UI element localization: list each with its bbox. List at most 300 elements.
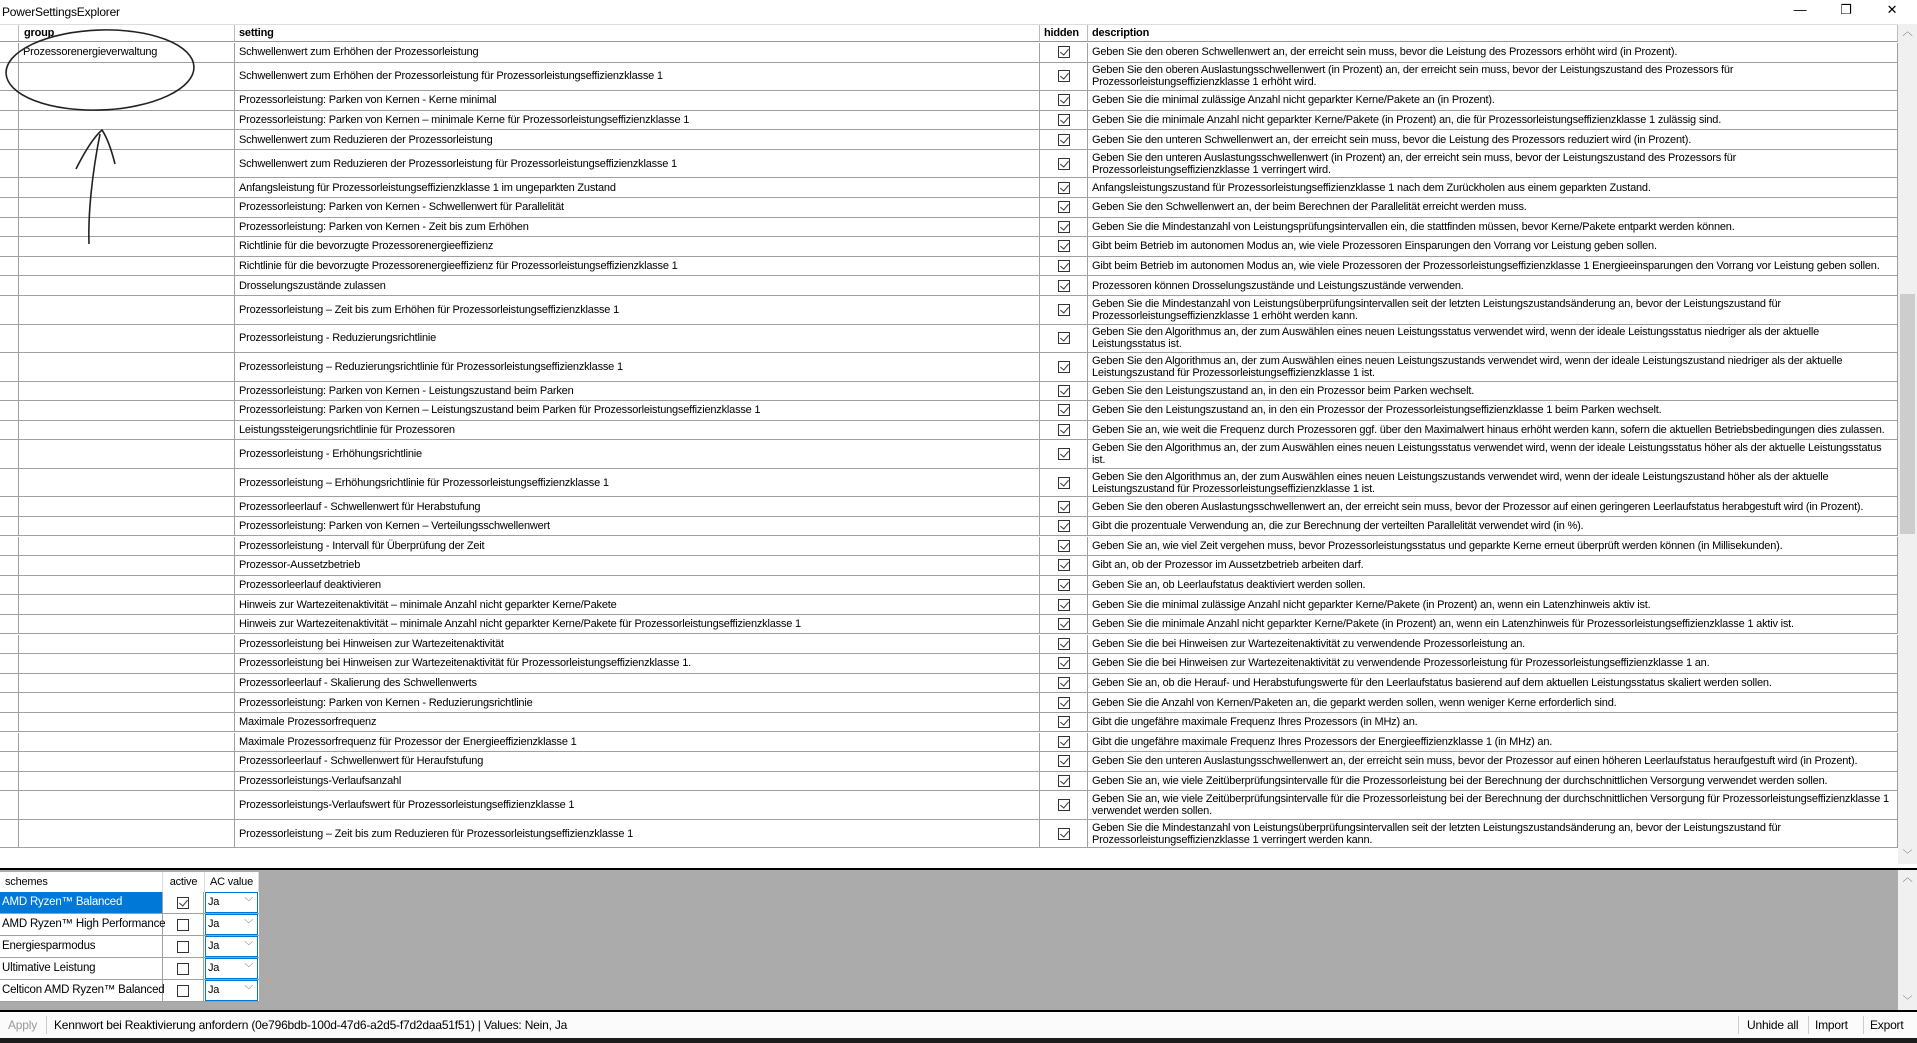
hidden-checkbox[interactable]: [1058, 201, 1070, 213]
group-cell[interactable]: [19, 276, 235, 295]
description-cell[interactable]: Geben Sie an, ob die Herauf- und Herabstufungswerte für den Leerlaufstatus basierend auf dem aktuellen Leistungsstatus skaliert werden sollen.: [1088, 674, 1898, 693]
setting-cell[interactable]: Prozessorleistung - Intervall für Überprüfung der Zeit: [235, 537, 1040, 556]
row-header[interactable]: [0, 276, 19, 295]
group-cell[interactable]: [19, 130, 235, 149]
row-header[interactable]: [0, 693, 19, 712]
description-cell[interactable]: Geben Sie den unteren Auslastungsschwellenwert (in Prozent) an, der erreicht sein muss, bevor der Leistungszustand des Prozessors für Prozessorleistungseffizienzklasse 1 verringert wird.: [1088, 150, 1898, 178]
chevron-down-icon[interactable]: ﹀: [244, 897, 253, 907]
scheme-name[interactable]: Energiesparmodus: [0, 936, 163, 957]
row-header[interactable]: [0, 772, 19, 791]
description-cell[interactable]: Gibt die ungefähre maximale Frequenz Ihres Prozessors (in MHz) an.: [1088, 713, 1898, 732]
row-header[interactable]: [0, 353, 19, 381]
hidden-checkbox[interactable]: [1058, 448, 1070, 460]
description-cell[interactable]: Geben Sie den oberen Auslastungsschwellenwert (in Prozent) an, der erreicht sein muss, bevor der Leistungszustand des Prozessors für Prozessorleistungseffizienzklasse 1 erhöht wird.: [1088, 63, 1898, 91]
group-cell[interactable]: [19, 296, 235, 324]
table-row[interactable]: [0, 772, 1898, 792]
row-header[interactable]: [0, 325, 19, 353]
table-row[interactable]: [0, 440, 1898, 469]
setting-cell[interactable]: Leistungssteigerungsrichtlinie für Prozessoren: [235, 421, 1040, 440]
group-cell[interactable]: [19, 576, 235, 595]
description-cell[interactable]: Geben Sie an, wie viele Zeitüberprüfungsintervalle für die Prozessorleistung bei der Berechnung der durchschnittlichen Versorgung verwendet werden sollen.: [1088, 772, 1898, 791]
table-row[interactable]: [0, 537, 1898, 557]
description-cell[interactable]: Geben Sie den oberen Schwellenwert an, der erreicht sein muss, bevor die Leistung des Prozessors erhöht wird (in Prozent).: [1088, 43, 1898, 62]
hidden-cell: [1040, 820, 1088, 848]
description-cell[interactable]: Geben Sie die Mindestanzahl von Leistungsprüfungsintervallen ein, die stattfinden müssen, bevor Kerne/Pakete entparkt werden können.: [1088, 218, 1898, 237]
table-row[interactable]: [0, 820, 1898, 849]
row-header[interactable]: [0, 296, 19, 324]
description-cell[interactable]: Geben Sie die bei Hinweisen zur Wartezeitenaktivität zu verwendende Prozessorleistung für Prozessorleistungseffizienzklasse 1 an.: [1088, 654, 1898, 673]
description-cell[interactable]: Geben Sie die minimale Anzahl nicht geparkter Kerne/Pakete (in Prozent) an, wenn ein Latenzhinweis für Prozessorleistungseffizienzklasse 1 aktiv ist.: [1088, 615, 1898, 634]
setting-cell[interactable]: Richtlinie für die bevorzugte Prozessorenergieeffizienz für Prozessorleistungseffizienzklasse 1: [235, 257, 1040, 276]
table-row[interactable]: [0, 353, 1898, 382]
scrollbar-thumb[interactable]: [1900, 294, 1915, 534]
description-cell[interactable]: Geben Sie den Algorithmus an, der zum Auswählen eines neuen Leistungszustands verwendet wird, wenn der ideale Leistungszustand niedriger als der aktuelle Leistungszustand für Prozessorleistungseffizienzklasse 1 ist.: [1088, 353, 1898, 381]
setting-cell[interactable]: Drosselungszustände zulassen: [235, 276, 1040, 295]
table-row[interactable]: [0, 693, 1898, 713]
column-header-group[interactable]: group: [19, 25, 235, 42]
row-header[interactable]: [0, 91, 19, 110]
description-cell[interactable]: Geben Sie den Leistungszustand an, in den ein Prozessor beim Parken wechselt.: [1088, 382, 1898, 401]
hidden-cell: [1040, 257, 1088, 276]
group-cell[interactable]: [19, 497, 235, 516]
table-row[interactable]: [0, 469, 1898, 498]
hidden-checkbox[interactable]: [1058, 182, 1070, 194]
unhide-all-button[interactable]: Unhide all: [1747, 1018, 1799, 1032]
setting-cell[interactable]: Richtlinie für die bevorzugte Prozessorenergieeffizienz: [235, 237, 1040, 256]
description-cell[interactable]: Geben Sie an, wie viele Zeitüberprüfungsintervalle für die Prozessorleistung bei der Berechnung der durchschnittlichen Versorgung für Prozessorleistungseffizienzklasse 1 verwendet werden sollen.: [1088, 791, 1898, 819]
active-cell: [163, 980, 204, 1001]
group-cell[interactable]: [19, 674, 235, 693]
setting-cell[interactable]: Prozessorleistung: Parken von Kernen - Leistungszustand beim Parken: [235, 382, 1040, 401]
hidden-cell: [1040, 654, 1088, 673]
hidden-cell: [1040, 150, 1088, 178]
hidden-checkbox[interactable]: [1058, 94, 1070, 106]
hidden-cell: [1040, 296, 1088, 324]
description-cell[interactable]: Geben Sie die Mindestanzahl von Leistungsüberprüfungsintervallen seit der letzten Leistungszustandsänderung an, bevor der Leistungszustand für Prozessorleistungseffizienzklasse 1 erhöht werden kann.: [1088, 296, 1898, 324]
description-cell[interactable]: Geben Sie an, ob Leerlaufstatus deaktiviert werden sollen.: [1088, 576, 1898, 595]
column-header-schemes[interactable]: schemes: [0, 872, 163, 892]
group-cell[interactable]: [19, 469, 235, 497]
scheme-row[interactable]: [0, 980, 259, 1002]
scheme-name[interactable]: Celticon AMD Ryzen™ Balanced: [0, 980, 163, 1001]
row-header[interactable]: [0, 615, 19, 634]
table-row[interactable]: [0, 556, 1898, 576]
scheme-row[interactable]: [0, 958, 259, 980]
hidden-cell: [1040, 237, 1088, 256]
group-cell[interactable]: [19, 772, 235, 791]
hidden-checkbox[interactable]: [1058, 158, 1070, 170]
table-row[interactable]: [0, 421, 1898, 441]
table-row[interactable]: [0, 635, 1898, 655]
setting-cell[interactable]: Schwellenwert zum Reduzieren der Prozessorleistung für Prozessorleistungseffizienzklasse 1: [235, 150, 1040, 178]
description-cell[interactable]: Gibt die prozentuale Verwendung an, die zur Berechnung der verteilten Parallelität verwendet wird (in %).: [1088, 517, 1898, 536]
row-header[interactable]: [0, 150, 19, 178]
group-cell[interactable]: [19, 63, 235, 91]
hidden-cell: [1040, 421, 1088, 440]
setting-cell[interactable]: Prozessorleistung - Erhöhungsrichtlinie: [235, 440, 1040, 468]
schemes-vertical-scrollbar[interactable]: [1898, 870, 1917, 1010]
hidden-checkbox[interactable]: [1058, 775, 1070, 787]
active-cell: [163, 914, 204, 935]
group-cell[interactable]: [19, 595, 235, 614]
hidden-checkbox[interactable]: [1058, 540, 1070, 552]
setting-cell[interactable]: Prozessorleerlauf deaktivieren: [235, 576, 1040, 595]
table-row[interactable]: [0, 325, 1898, 354]
description-cell[interactable]: Geben Sie den unteren Auslastungsschwellenwert an, der erreicht sein muss, bevor der Prozessor auf einen höheren Leerlaufstatus heraufgestuft wird (in Prozent).: [1088, 752, 1898, 771]
column-header-active[interactable]: active: [163, 872, 205, 892]
setting-cell[interactable]: Prozessorleistung – Zeit bis zum Reduzieren für Prozessorleistungseffizienzklasse 1: [235, 820, 1040, 848]
row-header[interactable]: [0, 576, 19, 595]
close-button[interactable]: ✕: [1886, 2, 1898, 17]
scroll-down-icon[interactable]: ﹀: [1902, 850, 1913, 861]
group-cell[interactable]: [19, 325, 235, 353]
chevron-down-icon[interactable]: ﹀: [244, 963, 253, 973]
group-cell[interactable]: [19, 517, 235, 536]
hidden-checkbox[interactable]: [1058, 716, 1070, 728]
hidden-checkbox[interactable]: [1058, 114, 1070, 126]
hidden-checkbox[interactable]: [1058, 599, 1070, 611]
ac-value-dropdown[interactable]: [205, 958, 258, 979]
row-header[interactable]: [0, 654, 19, 673]
description-cell[interactable]: Geben Sie die Mindestanzahl von Leistungsüberprüfungsintervallen seit der letzten Leistungszustandsänderung an, bevor der Leistungszustand für Prozessorleistungseffizienzklasse 1 verringert werden kann.: [1088, 820, 1898, 848]
group-cell[interactable]: [19, 150, 235, 178]
setting-cell[interactable]: Prozessorleistung bei Hinweisen zur Wartezeitenaktivität: [235, 635, 1040, 654]
description-cell[interactable]: Geben Sie den Leistungszustand an, in den ein Prozessor der Prozessorleistungseffizienzklasse 1 beim Parken wechselt.: [1088, 401, 1898, 420]
hidden-cell: [1040, 674, 1088, 693]
setting-cell[interactable]: Schwellenwert zum Erhöhen der Prozessorleistung: [235, 43, 1040, 62]
row-header[interactable]: [0, 820, 19, 848]
hidden-checkbox[interactable]: [1058, 404, 1070, 416]
group-cell[interactable]: Prozessorenergieverwaltung: [19, 43, 235, 62]
setting-cell[interactable]: Prozessorleistung: Parken von Kernen – Verteilungsschwellenwert: [235, 517, 1040, 536]
hidden-checkbox[interactable]: [1058, 579, 1070, 591]
hidden-cell: [1040, 537, 1088, 556]
table-row[interactable]: [0, 130, 1898, 150]
hidden-checkbox[interactable]: [1058, 520, 1070, 532]
hidden-cell: [1040, 276, 1088, 295]
hidden-checkbox[interactable]: [1058, 477, 1070, 489]
description-cell[interactable]: Geben Sie den unteren Schwellenwert an, der erreicht sein muss, bevor die Leistung des Prozessors reduziert wird (in Prozent).: [1088, 130, 1898, 149]
group-cell[interactable]: [19, 537, 235, 556]
hidden-cell: [1040, 517, 1088, 536]
hidden-cell: [1040, 353, 1088, 381]
hidden-checkbox[interactable]: [1058, 46, 1070, 58]
hidden-cell: [1040, 635, 1088, 654]
row-header[interactable]: [0, 218, 19, 237]
table-row[interactable]: [0, 733, 1898, 753]
group-cell[interactable]: [19, 752, 235, 771]
table-row[interactable]: [0, 752, 1898, 772]
hidden-cell: [1040, 401, 1088, 420]
hidden-cell: [1040, 440, 1088, 468]
description-cell[interactable]: Geben Sie den Algorithmus an, der zum Auswählen eines neuen Leistungsstatus verwendet wird, wenn der ideale Leistungsstatus höher als der aktuelle Leistungsstatus ist.: [1088, 440, 1898, 468]
ac-value-dropdown[interactable]: [205, 980, 258, 1001]
active-cell: [163, 892, 204, 913]
chevron-down-icon[interactable]: ﹀: [244, 985, 253, 995]
table-row[interactable]: [0, 111, 1898, 131]
row-header[interactable]: [0, 130, 19, 149]
hidden-checkbox[interactable]: [1058, 677, 1070, 689]
setting-cell[interactable]: Schwellenwert zum Erhöhen der Prozessorleistung für Prozessorleistungseffizienzklasse 1: [235, 63, 1040, 91]
row-header[interactable]: [0, 198, 19, 217]
active-checkbox[interactable]: [177, 985, 189, 997]
table-row[interactable]: [0, 497, 1898, 517]
description-cell[interactable]: Gibt beim Betrieb im autonomen Modus an, wie viele Prozessoren Einsparungen den Vorrang vor Leistung geben sollen.: [1088, 237, 1898, 256]
restore-button[interactable]: ❐: [1840, 2, 1852, 17]
hidden-cell: [1040, 772, 1088, 791]
group-cell[interactable]: [19, 421, 235, 440]
table-row[interactable]: [0, 517, 1898, 537]
description-cell[interactable]: Gibt an, ob der Prozessor im Aussetzbetrieb arbeiten darf.: [1088, 556, 1898, 575]
row-header[interactable]: [0, 752, 19, 771]
export-button[interactable]: Export: [1870, 1018, 1904, 1032]
active-checkbox[interactable]: [177, 919, 189, 931]
hidden-checkbox[interactable]: [1058, 755, 1070, 767]
hidden-checkbox[interactable]: [1058, 240, 1070, 252]
description-cell[interactable]: Geben Sie die minimal zulässige Anzahl nicht geparkter Kerne/Pakete (in Prozent) an, wenn ein Latenzhinweis aktiv ist.: [1088, 595, 1898, 614]
hidden-checkbox[interactable]: [1058, 70, 1070, 82]
group-cell[interactable]: [19, 693, 235, 712]
row-header[interactable]: [0, 537, 19, 556]
description-cell[interactable]: Geben Sie die Anzahl von Kernen/Paketen an, die geparkt werden sollen, wenn weniger Kerne erforderlich sind.: [1088, 693, 1898, 712]
active-checkbox[interactable]: [177, 941, 189, 953]
setting-cell[interactable]: Prozessorleistung – Zeit bis zum Erhöhen für Prozessorleistungseffizienzklasse 1: [235, 296, 1040, 324]
table-row[interactable]: [0, 178, 1898, 198]
setting-cell[interactable]: Prozessorleistung: Parken von Kernen – Leistungszustand beim Parken für Prozessorleistungseffizienzklasse 1: [235, 401, 1040, 420]
setting-cell[interactable]: Prozessorleerlauf - Skalierung des Schwellenwerts: [235, 674, 1040, 693]
setting-cell[interactable]: Prozessorleistung bei Hinweisen zur Wartezeitenaktivität für Prozessorleistungseffizienzklasse 1.: [235, 654, 1040, 673]
row-header[interactable]: [0, 178, 19, 197]
row-header[interactable]: [0, 674, 19, 693]
description-cell[interactable]: Geben Sie an, wie viel Zeit vergehen muss, bevor Prozessorleistungsstatus und geparkte Kerne erneut überprüft werden können (in Millisekunden).: [1088, 537, 1898, 556]
description-cell[interactable]: Geben Sie den Algorithmus an, der zum Auswählen eines neuen Leistungsstatus verwendet wird, wenn der ideale Leistungsstatus niedriger als der aktuelle Leistungsstatus ist.: [1088, 325, 1898, 353]
active-checkbox[interactable]: [177, 963, 189, 975]
table-row[interactable]: [0, 237, 1898, 257]
scheme-name[interactable]: AMD Ryzen™ High Performance: [0, 914, 163, 935]
row-header[interactable]: [0, 733, 19, 752]
hidden-checkbox[interactable]: [1058, 304, 1070, 316]
row-header[interactable]: [0, 469, 19, 497]
column-header-description[interactable]: description: [1088, 25, 1898, 42]
row-header[interactable]: [0, 382, 19, 401]
table-row[interactable]: [0, 401, 1898, 421]
hidden-checkbox[interactable]: [1058, 260, 1070, 272]
table-row[interactable]: [0, 791, 1898, 820]
hidden-checkbox[interactable]: [1058, 332, 1070, 344]
row-header[interactable]: [0, 713, 19, 732]
hidden-cell: [1040, 595, 1088, 614]
chevron-down-icon[interactable]: ﹀: [244, 919, 253, 929]
setting-cell[interactable]: Prozessorleistung: Parken von Kernen - Kerne minimal: [235, 91, 1040, 110]
setting-cell[interactable]: Prozessorleistung: Parken von Kernen - Reduzierungsrichtlinie: [235, 693, 1040, 712]
ac-value-dropdown[interactable]: [205, 936, 258, 957]
setting-cell[interactable]: Prozessorleistung – Reduzierungsrichtlinie für Prozessorleistungseffizienzklasse 1: [235, 353, 1040, 381]
table-row[interactable]: [0, 91, 1898, 111]
hidden-checkbox[interactable]: [1058, 280, 1070, 292]
row-header[interactable]: [0, 257, 19, 276]
apply-button[interactable]: Apply: [8, 1018, 38, 1032]
hidden-checkbox[interactable]: [1058, 501, 1070, 513]
grid-vertical-scrollbar[interactable]: [1898, 24, 1917, 864]
table-row[interactable]: [0, 615, 1898, 635]
setting-cell[interactable]: Prozessor-Aussetzbetrieb: [235, 556, 1040, 575]
hidden-checkbox[interactable]: [1058, 618, 1070, 630]
setting-cell[interactable]: Prozessorleerlauf - Schwellenwert für Heraufstufung: [235, 752, 1040, 771]
ac-value-text: Ja: [208, 940, 220, 952]
row-header[interactable]: [0, 440, 19, 468]
description-cell[interactable]: Geben Sie die minimal zulässige Anzahl nicht geparkter Kerne/Pakete an (in Prozent).: [1088, 91, 1898, 110]
setting-cell[interactable]: Prozessorleistungs-Verlaufsanzahl: [235, 772, 1040, 791]
schemes-pane: [0, 868, 1917, 1012]
scroll-down-icon[interactable]: ﹀: [1902, 996, 1913, 1007]
table-row[interactable]: [0, 654, 1898, 674]
setting-cell[interactable]: Prozessorleerlauf - Schwellenwert für Herabstufung: [235, 497, 1040, 516]
status-bar: [0, 1012, 1917, 1038]
ac-value-text: Ja: [208, 896, 220, 908]
scheme-name[interactable]: Ultimative Leistung: [0, 958, 163, 979]
group-cell[interactable]: [19, 713, 235, 732]
setting-cell[interactable]: Prozessorleistung: Parken von Kernen - Schwellenwert für Parallelität: [235, 198, 1040, 217]
description-cell[interactable]: Geben Sie den oberen Auslastungsschwellenwert an, der erreicht sein muss, bevor der Prozessor auf einen geringeren Leerlaufstatus herabgestuft wird (in Prozent).: [1088, 497, 1898, 516]
description-cell[interactable]: Prozessoren können Drosselungszustände und Leistungszustände verwenden.: [1088, 276, 1898, 295]
group-cell[interactable]: [19, 382, 235, 401]
description-cell[interactable]: Anfangsleistungszustand für Prozessorleistungseffizienzklasse 1 nach dem Zurückholen aus einem geparkten Zustand.: [1088, 178, 1898, 197]
setting-cell[interactable]: Schwellenwert zum Reduzieren der Prozessorleistung: [235, 130, 1040, 149]
table-row[interactable]: [0, 674, 1898, 694]
row-header[interactable]: [0, 43, 19, 62]
group-cell[interactable]: [19, 218, 235, 237]
scroll-up-icon[interactable]: ︿: [1902, 873, 1913, 884]
description-cell[interactable]: Geben Sie an, wie weit die Frequenz durch Prozessoren ggf. über den Maximalwert hinaus erhöht werden kann, sofern die aktuellen Betriebsbedingungen dies zulassen.: [1088, 421, 1898, 440]
table-row[interactable]: [0, 150, 1898, 179]
hidden-checkbox[interactable]: [1058, 361, 1070, 373]
group-cell[interactable]: [19, 615, 235, 634]
hidden-checkbox[interactable]: [1058, 799, 1070, 811]
active-checkbox[interactable]: [177, 897, 189, 909]
group-cell[interactable]: [19, 791, 235, 819]
row-header-corner: [0, 25, 19, 42]
group-cell[interactable]: [19, 635, 235, 654]
setting-cell[interactable]: Maximale Prozessorfrequenz: [235, 713, 1040, 732]
row-header[interactable]: [0, 497, 19, 516]
group-cell[interactable]: [19, 401, 235, 420]
row-header[interactable]: [0, 401, 19, 420]
group-cell[interactable]: [19, 733, 235, 752]
table-row[interactable]: [0, 276, 1898, 296]
setting-cell[interactable]: Hinweis zur Wartezeitenaktivität – minimale Anzahl nicht geparkter Kerne/Pakete für Prozessorleistungseffizienzklasse 1: [235, 615, 1040, 634]
description-cell[interactable]: Geben Sie den Schwellenwert an, der beim Berechnen der Parallelität erreicht werden muss.: [1088, 198, 1898, 217]
hidden-checkbox[interactable]: [1058, 221, 1070, 233]
column-header-hidden[interactable]: hidden: [1040, 25, 1088, 42]
column-header-setting[interactable]: setting: [235, 25, 1040, 42]
hidden-checkbox[interactable]: [1058, 638, 1070, 650]
table-row[interactable]: [0, 218, 1898, 238]
group-cell[interactable]: [19, 257, 235, 276]
setting-cell[interactable]: Maximale Prozessorfrequenz für Prozessor der Energieeffizienzklasse 1: [235, 733, 1040, 752]
table-row[interactable]: [0, 257, 1898, 277]
description-cell[interactable]: Geben Sie den Algorithmus an, der zum Auswählen eines neuen Leistungszustands verwendet wird, wenn der ideale Leistungszustand höher als der aktuelle Leistungszustand für Prozessorleistungseffizienzklasse 1 ist.: [1088, 469, 1898, 497]
hidden-checkbox[interactable]: [1058, 657, 1070, 669]
setting-cell[interactable]: Prozessorleistung: Parken von Kernen – minimale Kerne für Prozessorleistungseffizienzklasse 1: [235, 111, 1040, 130]
hidden-cell: [1040, 469, 1088, 497]
group-cell[interactable]: [19, 654, 235, 673]
description-cell[interactable]: Gibt die ungefähre maximale Frequenz Ihres Prozessors der Energieeffizienzklasse 1 (in MHz) an.: [1088, 733, 1898, 752]
scheme-name[interactable]: AMD Ryzen™ Balanced: [0, 892, 163, 913]
minimize-button[interactable]: —: [1793, 2, 1807, 17]
hidden-checkbox[interactable]: [1058, 736, 1070, 748]
setting-cell[interactable]: Prozessorleistung: Parken von Kernen - Zeit bis zum Erhöhen: [235, 218, 1040, 237]
scheme-row[interactable]: [0, 914, 259, 936]
group-cell[interactable]: [19, 353, 235, 381]
ac-value-dropdown[interactable]: [205, 914, 258, 935]
hidden-cell: [1040, 382, 1088, 401]
table-row[interactable]: [0, 198, 1898, 218]
hidden-checkbox[interactable]: [1058, 697, 1070, 709]
row-header[interactable]: [0, 635, 19, 654]
table-row[interactable]: [0, 713, 1898, 733]
hidden-checkbox[interactable]: [1058, 828, 1070, 840]
group-cell[interactable]: [19, 556, 235, 575]
setting-cell[interactable]: Prozessorleistung - Reduzierungsrichtlinie: [235, 325, 1040, 353]
description-cell[interactable]: Geben Sie die bei Hinweisen zur Wartezeitenaktivität zu verwendende Prozessorleistung an.: [1088, 635, 1898, 654]
row-header[interactable]: [0, 556, 19, 575]
group-cell[interactable]: [19, 111, 235, 130]
hidden-checkbox[interactable]: [1058, 559, 1070, 571]
hidden-checkbox[interactable]: [1058, 424, 1070, 436]
ac-value-text: Ja: [208, 984, 220, 996]
table-row[interactable]: [0, 576, 1898, 596]
group-cell[interactable]: [19, 440, 235, 468]
row-header[interactable]: [0, 63, 19, 91]
scheme-row[interactable]: [0, 936, 259, 958]
description-cell[interactable]: Geben Sie die minimale Anzahl nicht geparkter Kerne/Pakete (in Prozent) an, die für Prozessorleistungseffizienzklasse 1 zulässig sind.: [1088, 111, 1898, 130]
scroll-up-icon[interactable]: ︿: [1902, 27, 1913, 38]
chevron-down-icon[interactable]: ﹀: [244, 941, 253, 951]
group-cell[interactable]: [19, 237, 235, 256]
description-cell[interactable]: Gibt beim Betrieb im autonomen Modus an, wie viele Prozessoren der Prozessorleistungseffizienzklasse 1 Energieeinsparungen den Vorrang vor Leistung geben sollen.: [1088, 257, 1898, 276]
row-header[interactable]: [0, 111, 19, 130]
hidden-cell: [1040, 218, 1088, 237]
hidden-cell: [1040, 497, 1088, 516]
hidden-checkbox[interactable]: [1058, 385, 1070, 397]
title-bar: [0, 0, 1917, 24]
table-row[interactable]: [0, 382, 1898, 402]
table-row[interactable]: [0, 595, 1898, 615]
group-cell[interactable]: [19, 178, 235, 197]
setting-cell[interactable]: Anfangsleistung für Prozessorleistungseffizienzklasse 1 im ungeparkten Zustand: [235, 178, 1040, 197]
scheme-row[interactable]: [0, 892, 259, 914]
row-header[interactable]: [0, 421, 19, 440]
ac-value-dropdown[interactable]: [205, 892, 258, 913]
column-header-ac-value[interactable]: AC value: [205, 872, 259, 892]
hidden-checkbox[interactable]: [1058, 134, 1070, 146]
table-row[interactable]: [0, 296, 1898, 325]
setting-cell[interactable]: Prozessorleistungs-Verlaufswert für Prozessorleistungseffizienzklasse 1: [235, 791, 1040, 819]
hidden-cell: [1040, 556, 1088, 575]
row-header[interactable]: [0, 517, 19, 536]
setting-cell[interactable]: Prozessorleistung – Erhöhungsrichtlinie für Prozessorleistungseffizienzklasse 1: [235, 469, 1040, 497]
table-row[interactable]: [0, 43, 1898, 63]
row-header[interactable]: [0, 791, 19, 819]
group-cell[interactable]: [19, 91, 235, 110]
group-cell[interactable]: [19, 198, 235, 217]
group-cell[interactable]: [19, 820, 235, 848]
import-button[interactable]: Import: [1815, 1018, 1848, 1032]
setting-cell[interactable]: Hinweis zur Wartezeitenaktivität – minimale Anzahl nicht geparkter Kerne/Pakete: [235, 595, 1040, 614]
row-header[interactable]: [0, 595, 19, 614]
table-row[interactable]: [0, 63, 1898, 92]
row-header[interactable]: [0, 237, 19, 256]
